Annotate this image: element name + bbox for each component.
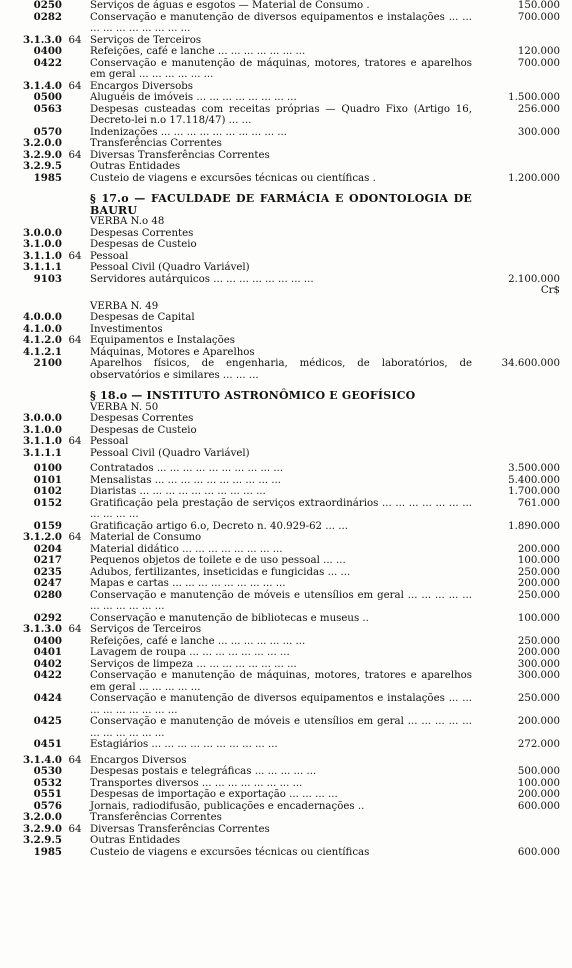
item-description: Contratados ... ... ... ... ... ... ... ... ... ... — [90, 463, 284, 474]
item-code: 0217 — [33, 554, 62, 566]
item-code: 0400 — [33, 45, 62, 57]
element-code: 64 — [68, 436, 82, 447]
item-code: 0280 — [33, 588, 62, 601]
item-description: Diaristas ... ... ... ... ... ... ... ... ... ... — [90, 486, 266, 497]
budget-row — [0, 486, 572, 498]
budget-row — [0, 216, 572, 228]
item-code: 4.1.2.1 — [23, 345, 62, 358]
budget-row — [0, 659, 572, 671]
budget-row — [0, 824, 572, 836]
budget-row — [0, 58, 572, 81]
item-amount: 150.000 — [517, 0, 560, 11]
item-description: Despesas de importação e exportação ... ... ... ... — [90, 789, 338, 800]
item-amount: 250.000 — [517, 589, 560, 601]
item-code: 0500 — [33, 91, 62, 103]
item-description: Despesas de Custeio — [90, 239, 197, 250]
budget-row — [0, 448, 572, 460]
budget-row — [0, 624, 572, 636]
budget-row — [0, 347, 572, 359]
budget-row — [0, 812, 572, 824]
item-code: 0282 — [33, 10, 62, 23]
item-description: Refeições, café e lanche ... ... ... ... ... ... ... — [90, 46, 306, 57]
item-description: Conservação e manutenção de móveis e utensílios em geral ... ... ... ... ... ... ... ... ... ... ... — [90, 589, 472, 612]
item-description: Aparelhos físicos, de engenharia, médicos, de laboratórios, de observatórios e similares ... ... ... — [90, 358, 472, 381]
budget-row — [0, 425, 572, 437]
item-description: Despesas Correntes — [90, 413, 194, 424]
item-description: Máquinas, Motores e Aparelhos — [90, 346, 255, 358]
item-description: Aluguéis de imóveis ... ... ... ... ... ... ... ... — [90, 92, 297, 103]
element-code: 64 — [68, 532, 82, 543]
item-description: Outras Entidades — [90, 835, 181, 846]
budget-row — [0, 693, 572, 716]
budget-row — [0, 358, 572, 381]
item-amount: 3.500.000 — [508, 463, 560, 474]
item-code: 4.1.0.0 — [23, 322, 62, 335]
item-description: Serviços de águas e esgotos — Material de Consumo . — [90, 0, 370, 11]
budget-row — [0, 228, 572, 240]
item-amount: 200.000 — [517, 789, 560, 800]
item-description: Equipamentos e Instalações — [90, 335, 235, 346]
item-description: Material didático ... ... ... ... ... ... ... ... — [90, 543, 283, 555]
item-description: Pessoal Civil (Quadro Variável) — [90, 447, 250, 459]
item-amount: 250.000 — [517, 566, 560, 578]
budget-row — [0, 475, 572, 487]
item-code: 0292 — [33, 611, 62, 624]
item-code: 3.2.9.5 — [23, 834, 62, 846]
item-amount: 300.000 — [517, 126, 560, 138]
item-description: Investimentos — [90, 323, 163, 335]
budget-row — [0, 647, 572, 659]
item-code: 0250 — [33, 0, 62, 11]
budget-row — [0, 544, 572, 556]
item-code: 0422 — [33, 669, 62, 681]
item-description: Refeições, café e lanche ... ... ... ... ... ... ... — [90, 635, 306, 647]
budget-row — [0, 578, 572, 590]
item-description: Serviços de Terceiros — [90, 34, 202, 46]
section-heading — [0, 193, 572, 216]
element-code: 64 — [68, 823, 82, 835]
item-description: Pessoal Civil (Quadro Variável) — [90, 262, 250, 273]
item-code: 0204 — [33, 542, 62, 555]
item-code: 0425 — [33, 715, 62, 727]
item-code: 3.2.9.0 — [23, 148, 62, 161]
item-code: 0451 — [33, 738, 62, 750]
item-description: Indenizações ... ... ... ... ... ... ... ... ... ... — [90, 126, 288, 138]
budget-row — [0, 590, 572, 613]
item-code: 2100 — [33, 357, 62, 369]
element-code: 64 — [68, 80, 82, 92]
item-code: 0576 — [33, 799, 62, 812]
item-code: 4.1.2.0 — [23, 334, 62, 346]
item-amount: 761.000 — [517, 497, 560, 509]
budget-row — [0, 92, 572, 104]
item-code: 0402 — [33, 657, 62, 670]
currency-row — [0, 285, 572, 297]
item-code: 3.1.1.0 — [23, 249, 62, 262]
item-description: VERBA N. 49 — [90, 300, 159, 312]
item-description: Pessoal — [90, 250, 129, 262]
item-description: Estagiários ... ... ... ... ... ... ... ... ... ... — [90, 739, 278, 750]
item-amount: 200.000 — [517, 543, 560, 555]
item-code: 0235 — [33, 565, 62, 578]
budget-row — [0, 262, 572, 274]
budget-row — [0, 789, 572, 801]
item-amount: 2.100.000 — [508, 273, 560, 285]
element-code: 64 — [68, 34, 82, 46]
budget-row — [0, 274, 572, 286]
element-code: 64 — [68, 754, 82, 766]
budget-row — [0, 127, 572, 139]
item-description: Custeio de viagens e excursões técnicas ou científicas — [90, 846, 370, 858]
item-description: Despesas custeadas com receitas próprias — Quadro Fixo (Artigo 16, Decreto-lei n.o 17.118/47) ... ... — [90, 103, 472, 126]
item-code: 0401 — [33, 646, 62, 658]
budget-row — [0, 716, 572, 739]
budget-row — [0, 173, 572, 185]
element-code: 64 — [68, 335, 82, 346]
item-amount: 250.000 — [517, 693, 560, 704]
item-description: Conservação e manutenção de máquinas, motores, tratores e aparelhos em geral ... ... ... ... ... ... — [90, 57, 472, 80]
item-code: 4.0.0.0 — [23, 311, 62, 323]
item-description: Serviços de Terceiros — [90, 624, 202, 635]
budget-row — [0, 251, 572, 263]
item-amount: 200.000 — [517, 647, 560, 658]
item-description: Encargos Diversos — [90, 754, 187, 766]
item-code: 0100 — [33, 462, 62, 474]
item-code: 0551 — [33, 788, 62, 800]
item-amount: 600.000 — [517, 800, 560, 812]
item-code: 9103 — [33, 272, 62, 285]
item-description: Mensalistas ... ... ... ... ... ... ... ... ... ... — [90, 474, 281, 486]
item-code: 0400 — [33, 634, 62, 647]
item-description: Despesas de Custeio — [90, 424, 197, 436]
item-code: 1985 — [33, 171, 62, 184]
budget-row — [0, 12, 572, 35]
budget-row — [0, 0, 572, 12]
item-description: Pessoal — [90, 436, 129, 447]
budget-row — [0, 636, 572, 648]
budget-row — [0, 555, 572, 567]
item-description: VERBA N. 50 — [90, 401, 159, 413]
budget-row — [0, 613, 572, 625]
element-code: 64 — [68, 250, 82, 262]
item-code: 3.2.9.0 — [23, 822, 62, 835]
item-amount: 1.700.000 — [508, 486, 560, 497]
item-amount: 700.000 — [517, 11, 560, 23]
budget-row — [0, 498, 572, 521]
item-amount: 500.000 — [517, 766, 560, 777]
item-description: Diversas Transferências Correntes — [90, 823, 270, 835]
item-code: 0563 — [33, 102, 62, 115]
budget-row — [0, 104, 572, 127]
item-code: 0101 — [33, 473, 62, 486]
budget-row — [0, 778, 572, 790]
item-amount: 1.500.000 — [508, 92, 560, 103]
item-amount: 200.000 — [517, 716, 560, 727]
item-code: 3.0.0.0 — [23, 226, 62, 239]
budget-row — [0, 335, 572, 347]
item-description: Transportes diversos ... ... ... ... ... ... ... ... — [90, 777, 303, 789]
item-description: Lavagem de roupa ... ... ... ... ... ... ... ... — [90, 647, 290, 658]
section-title: § 17.o — FACULDADE DE FARMÁCIA E ODONTOLOGIA DE BAURU — [90, 192, 472, 217]
item-amount: 256.000 — [517, 103, 560, 115]
budget-row — [0, 567, 572, 579]
budget-row — [0, 847, 572, 859]
section-heading — [0, 390, 572, 402]
item-code: 3.2.0.0 — [23, 811, 62, 823]
item-code: 3.1.1.1 — [23, 446, 62, 459]
item-code: 3.1.3.0 — [23, 623, 62, 635]
item-code: 3.0.0.0 — [23, 412, 62, 424]
budget-row — [0, 532, 572, 544]
element-code: 64 — [68, 149, 82, 161]
item-code: 3.2.9.5 — [23, 160, 62, 172]
item-description: Adubos, fertilizantes, inseticidas e fungicidas ... ... — [90, 566, 351, 578]
item-description: Serviços de limpeza ... ... ... ... ... ... ... ... — [90, 658, 297, 670]
item-description: Gratificação artigo 6.o, Decreto n. 40.929-62 ... ... — [90, 520, 348, 532]
item-description: Transferências Correntes — [90, 138, 222, 149]
item-code: 3.1.0.0 — [23, 238, 62, 250]
item-description: Outras Entidades — [90, 161, 181, 172]
item-code: 3.1.2.0 — [23, 531, 62, 543]
item-description: Despesas postais e telegráficas ... ... ... ... ... — [90, 766, 317, 777]
budget-row — [0, 46, 572, 58]
item-code: 0570 — [33, 125, 62, 138]
budget-row — [0, 739, 572, 751]
item-code: 3.1.4.0 — [23, 79, 62, 92]
budget-row — [0, 463, 572, 475]
budget-row — [0, 324, 572, 336]
item-description: Pequenos objetos de toilete e de uso pessoal ... ... — [90, 555, 346, 566]
item-code: 0159 — [33, 519, 62, 532]
item-description: Despesas de Capital — [90, 312, 195, 323]
item-code: 0102 — [33, 485, 62, 497]
item-description: VERBA N.o 48 — [90, 216, 165, 227]
item-amount: 100.000 — [517, 777, 560, 789]
budget-row — [0, 239, 572, 251]
item-description: Diversas Transferências Correntes — [90, 149, 270, 161]
budget-row — [0, 312, 572, 324]
item-amount: 34.600.000 — [501, 358, 560, 369]
budget-row — [0, 835, 572, 847]
item-amount: 1.890.000 — [508, 520, 560, 532]
item-amount: 120.000 — [517, 46, 560, 57]
element-code: 64 — [68, 624, 82, 635]
item-code: 3.1.1.0 — [23, 435, 62, 447]
item-code: 0424 — [33, 692, 62, 704]
item-amount: 700.000 — [517, 57, 560, 69]
item-description: Conservação e manutenção de diversos equipamentos e instalações ... ... ... ... ... ... ... ... ... — [90, 693, 472, 716]
budget-row — [0, 81, 572, 93]
currency-label: Cr$ — [540, 285, 560, 296]
item-code: 3.1.1.1 — [23, 261, 62, 273]
section-title: § 18.o — INSTITUTO ASTRONÔMICO E GEOFÍSICO — [90, 389, 416, 402]
item-code: 0530 — [33, 765, 62, 777]
item-description: Material de Consumo — [90, 532, 202, 543]
item-code: 0422 — [33, 56, 62, 69]
item-amount: 272.000 — [517, 739, 560, 750]
budget-row — [0, 521, 572, 533]
item-amount: 300.000 — [517, 658, 560, 670]
item-amount: 300.000 — [517, 670, 560, 681]
item-description: Custeio de viagens e excursões técnicas ou científicas . — [90, 172, 376, 184]
item-amount: 5.400.000 — [508, 474, 560, 486]
item-description: Despesas Correntes — [90, 227, 194, 239]
budget-row — [0, 801, 572, 813]
item-description: Transferências Correntes — [90, 812, 222, 823]
item-amount: 1.200.000 — [508, 172, 560, 184]
item-code: 1985 — [33, 845, 62, 858]
item-amount: 250.000 — [517, 635, 560, 647]
item-amount: 200.000 — [517, 578, 560, 589]
item-description: Conservação e manutenção de diversos equipamentos e instalações ... ... ... ... ... ... ... ... ... ... — [90, 11, 472, 34]
item-code: 0152 — [33, 496, 62, 509]
item-code: 0247 — [33, 577, 62, 589]
item-description: Conservação e manutenção de máquinas, motores, tratores e aparelhos em geral ... ... ... ... ... — [90, 670, 472, 693]
budget-row — [0, 755, 572, 767]
item-code: 3.1.0.0 — [23, 423, 62, 436]
budget-row — [0, 301, 572, 313]
item-amount: 600.000 — [517, 846, 560, 858]
budget-row — [0, 35, 572, 47]
budget-row — [0, 138, 572, 150]
item-description: Jornais, radiodifusão, publicações e encadernações .. — [90, 800, 365, 812]
budget-row — [0, 766, 572, 778]
budget-row — [0, 402, 572, 414]
budget-row — [0, 161, 572, 173]
budget-row — [0, 670, 572, 693]
item-description: Conservação e manutenção de bibliotecas e museus .. — [90, 612, 369, 624]
budget-row — [0, 413, 572, 425]
budget-row — [0, 436, 572, 448]
item-description: Servidores autárquicos ... ... ... ... ... ... ... ... — [90, 273, 314, 285]
item-code: 0532 — [33, 776, 62, 789]
item-description: Mapas e cartas ... ... ... ... ... ... ... ... ... — [90, 578, 286, 589]
item-description: Encargos Diversobs — [90, 80, 193, 92]
item-code: 3.1.4.0 — [23, 753, 62, 766]
item-amount: 100.000 — [517, 555, 560, 566]
item-description: Conservação e manutenção de móveis e utensílios em geral ... ... ... ... ... ... ... ... ... ... ... — [90, 716, 472, 739]
budget-row — [0, 150, 572, 162]
item-code: 3.1.3.0 — [23, 33, 62, 46]
item-amount: 100.000 — [517, 612, 560, 624]
item-code: 3.2.0.0 — [23, 137, 62, 149]
item-description: Gratificação pela prestação de serviços extraordinários ... ... ... ... ... ... ... ... ... ... ... — [90, 497, 472, 520]
